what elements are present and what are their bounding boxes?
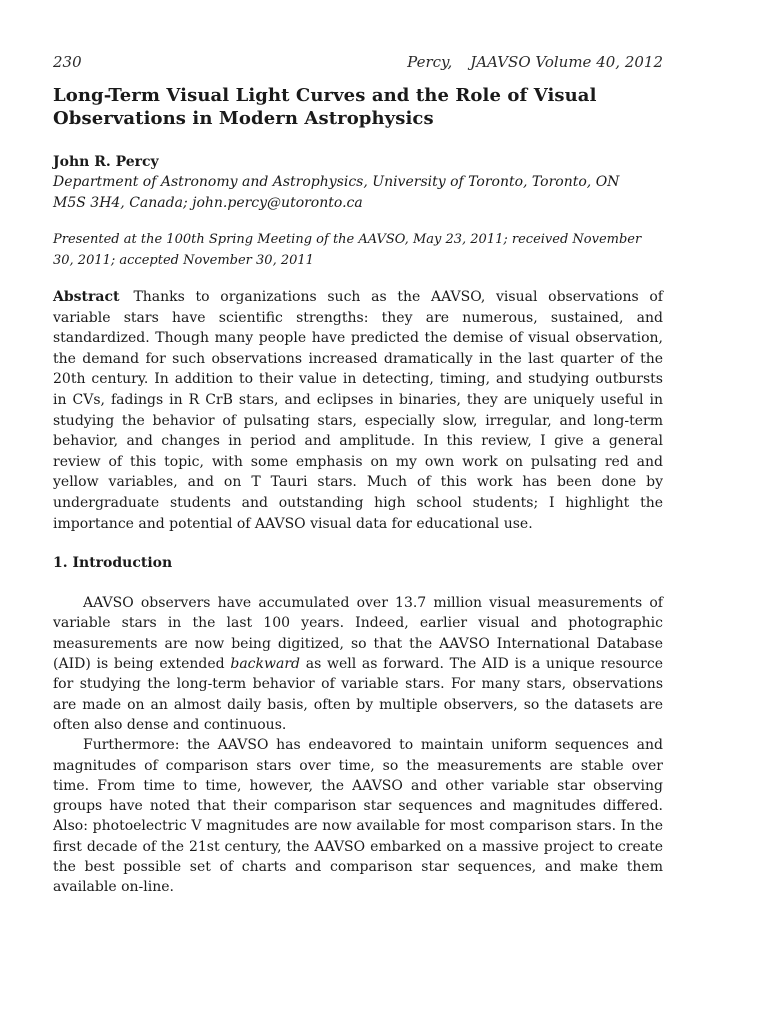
running-header: [53, 52, 663, 72]
abstract: [53, 287, 663, 534]
section-heading-introduction: 1. Introduction: [53, 555, 173, 572]
title-line-2: Observations in Modern Astrophysics: [53, 108, 434, 129]
intro-paragraph-1: [53, 593, 663, 735]
intro-p1-emphasis: backward: [230, 656, 300, 673]
paper-page: [53, 52, 663, 898]
author-affiliation: [53, 172, 663, 214]
presented-note: Presented at the 100th Spring Meeting of the AAVSO, May 23, 2011; received November 30, 2011; accepted November 30, 2011: [53, 232, 642, 268]
intro-p1-text-a: AAVSO observers have accumulated over 13.7 million visual measurements of variable stars in the last 100 years. Indeed, earlier visual and photographic measurements are now being digitized, so that the AAVSO International Database (AID) is being extended: [53, 595, 663, 673]
abstract-label: Abstract: [53, 289, 120, 305]
header-journal: JAAVSO Volume 40, 2012: [470, 53, 663, 71]
intro-paragraph-2: Furthermore: the AAVSO has endeavored to maintain uniform sequences and magnitudes of comparison stars over time, so the measurements are stable over time. From time to time, however, the AAVSO and other variable star observing groups have noted that their comparison star sequences and magnitudes differed. Also: photoelectric V magnitudes are now available for most comparison stars. In the first decade of the 21st century, the AAVSO embarked on a massive project to create the best possible set of charts and comparison star sequences, and make them available on-line.: [53, 737, 663, 896]
header-author: Percy,: [407, 53, 453, 71]
title-line-1: Long-Term Visual Light Curves and the Role of Visual: [53, 85, 597, 106]
paper-title: [53, 84, 663, 130]
page-number: 230: [53, 53, 82, 71]
abstract-text: Thanks to organizations such as the AAVSO, visual observations of variable stars have scientific strengths: they are numerous, sustained, and standardized. Though many people have predicted the demise of visual observation, the demand for such observations increased dramatically in the last quarter of the 20th century. In addition to their value in detecting, timing, and studying outbursts in CVs, fadings in R CrB stars, and eclipses in binaries, they are uniquely useful in studying the behavior of pulsating stars, especially slow, irregular, and long-term behavior, and changes in period and amplitude. In this review, I give a general review of this topic, with some emphasis on my own work on pulsating red and yellow variables, and on T Tauri stars. Much of this work has been done by undergraduate students and outstanding high school students; I highlight the importance and potential of AAVSO visual data for educational use.: [53, 289, 663, 532]
intro-p1-text-b: as well as forward. The AID is a unique resource for studying the long-term behavior of variable stars. For many stars, observations are made on an almost daily basis, often by multiple observers, so the datasets are often also dense and continuous.: [53, 656, 663, 733]
journal-citation: [407, 52, 663, 72]
affiliation-line-2: M5S 3H4, Canada; john.percy@utoronto.ca: [53, 195, 363, 211]
author-name: John R. Percy: [53, 154, 159, 170]
affiliation-line-1: Department of Astronomy and Astrophysics, University of Toronto, Toronto, ON: [53, 174, 620, 190]
